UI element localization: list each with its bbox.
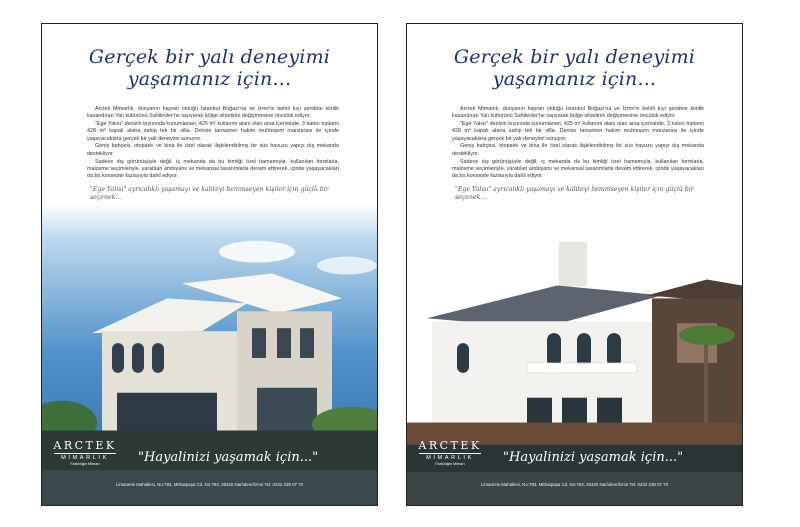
headline bbox=[407, 46, 742, 90]
ad-page-right bbox=[406, 23, 743, 506]
slogan: "Hayalinizi yaşamak için..." bbox=[138, 450, 319, 465]
tagline: "Ege Yalısı" ayrıcalıklı yaşamayı ve kaliteyi benimseyen kişiler için güçlü bir seçenek... bbox=[455, 186, 694, 201]
body-paragraph: Sadece dış görünüşüyle değil, iç mekanda da bu kimliği özel hamamıyla, kullanılan formlarla, malzeme seçimleriyle, yaratılan ambiyans ve mekansal tasarımlarla devam ettirerek, içinde yaşayacakları da bu konsepte fazlasıyla dahil ediyor. bbox=[452, 158, 704, 180]
arctek-logo: ARCTEK MİMARLIK Farklılığın Mimarı bbox=[418, 439, 482, 466]
body-paragraph: Geniş bahçesi, otoparkı ve bina ile özel olarak ilişkilendirilmiş bir süs havuzu yapıyı dış mekanda destekliyor. bbox=[87, 143, 339, 157]
ad-page-left bbox=[41, 23, 378, 506]
tagline: "Ege Yalısı" ayrıcalıklı yaşamayı ve kaliteyi benimseyen kişiler için güçlü bir seçenek... bbox=[90, 186, 329, 201]
slogan: "Hayalinizi yaşamak için..." bbox=[503, 450, 684, 465]
body-paragraph: Arctek Mimarlık, dünyanın hayran olduğu İstanbul Boğazı'na ve İzmir'in belirli kıyı şeridine kimlik kazandıran Yalı kültürünü Sahilevler'ne taşıyarak bölge silüetinin değişimesine öncülük ediyor. bbox=[452, 106, 704, 120]
footer-address: Limanreis Mahallesi, No:793, Mithatpaşa Cd. No:793, 35320 Narlıdere/İzmir Tel: 0232 239 07 70 bbox=[115, 482, 304, 487]
body-text bbox=[452, 106, 704, 181]
body-paragraph: Geniş bahçesi, otoparkı ve bina ile özel olarak ilişkilendirilmiş bir süs havuzu yapıyı dış mekanda destekliyor. bbox=[452, 143, 704, 157]
arctek-logo: ARCTEK MİMARLIK Farklılığın Mimarı bbox=[53, 439, 117, 466]
body-paragraph: Sadece dış görünüşüyle değil, iç mekanda da bu kimliği özel hamamıyla, kullanılan formlarla, malzeme seçimleriyle, yaratılan ambiyans ve mekansal tasarımlarla devam ettirerek, içinde yaşayacakları da bu konsepte fazlasıyla dahil ediyor. bbox=[87, 158, 339, 180]
footer-address: Limanreis Mahallesi, No:793, Mithatpaşa Cd. No:793, 35320 Narlıdere/İzmir Tel: 0232 239 07 70 bbox=[480, 482, 669, 487]
body-paragraph: Arctek Mimarlık, dünyanın hayran olduğu İstanbul Boğazı'na ve İzmir'in belirli kıyı şeridine kimlik kazandıran Yalı kültürünü Sahilevler'ne taşıyarak bölge silüetinin değişimesine öncülük ediyor. bbox=[87, 106, 339, 120]
headline-line-1: Gerçek bir yalı deneyimi bbox=[453, 46, 696, 68]
headline bbox=[42, 46, 377, 90]
headline-line-1: Gerçek bir yalı deneyimi bbox=[88, 46, 331, 68]
body-paragraph: "Ege Yalısı" denizin kıyısında konumlanan, 425 m² kullanım alanı olan arsa içerisinde, 3 katını toplamı 428 m² kapalı alana sahip tek bir villa. Denize tamamen hakim muhteşem manzarası ile içinde yaşayacaklara gerçek bir yalı deneyimi sunuyor. bbox=[452, 121, 704, 142]
headline-line-2: yaşamanız için... bbox=[127, 68, 292, 90]
body-text bbox=[87, 106, 339, 181]
headline-line-2: yaşamanız için... bbox=[492, 68, 657, 90]
body-paragraph: "Ege Yalısı" denizin kıyısında konumlanan, 425 m² kullanım alanı olan arsa içerisinde, 3 katını toplamı 428 m² kapalı alana sahip tek bir villa. Denize tamamen hakim muhteşem manzarası ile içinde yaşayacaklara gerçek bir yalı deneyimi sunuyor. bbox=[87, 121, 339, 142]
